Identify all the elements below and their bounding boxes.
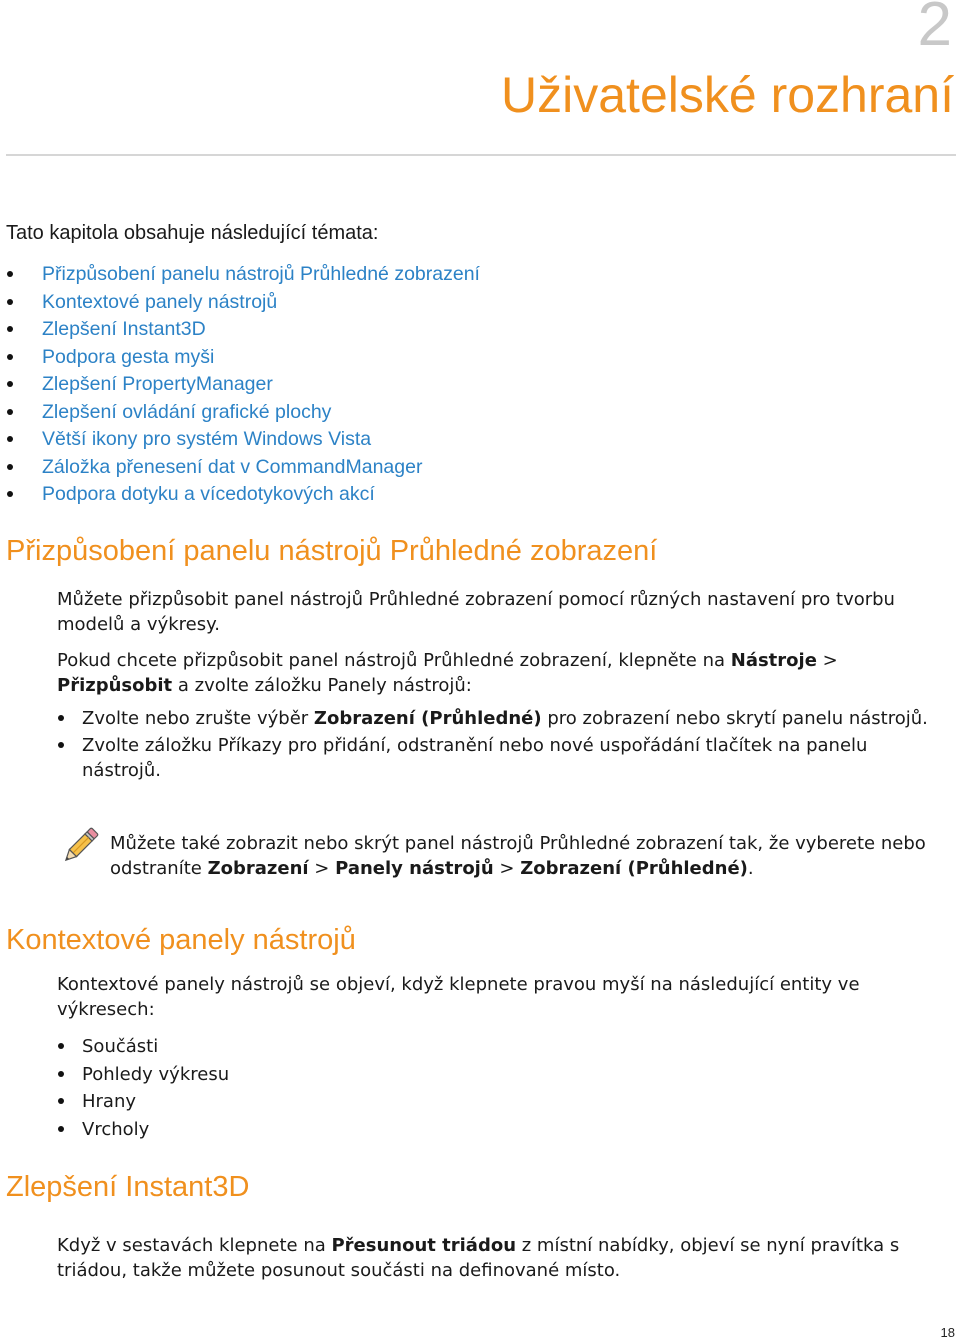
section-heading-context-toolbars: Kontextové panely nástrojů: [6, 924, 356, 956]
intro-text: Tato kapitola obsahuje následující témata:: [6, 222, 379, 244]
page-number: 18: [940, 1325, 955, 1340]
list-item: Hrany: [57, 1089, 952, 1114]
section1-bullets: [57, 706, 952, 785]
pencil-note-icon: [58, 824, 102, 868]
topic-list: [6, 262, 946, 510]
chapter-title: Uživatelské rozhraní: [501, 67, 954, 123]
list-item: Součásti: [57, 1034, 952, 1059]
section2-bullets: [57, 1034, 952, 1142]
section-heading-instant3d: Zlepšení Instant3D: [6, 1171, 250, 1203]
topic-link[interactable]: Zlepšení ovládání grafické plochy: [6, 400, 946, 428]
topic-link[interactable]: Podpora dotyku a vícedotykových akcí: [6, 482, 946, 510]
list-item: Zvolte záložku Příkazy pro přidání, odstranění nebo nové uspořádání tlačítek na panelu nástrojů.: [57, 733, 952, 783]
topic-link[interactable]: Záložka přenesení dat v CommandManager: [6, 455, 946, 483]
list-item: Vrcholy: [57, 1117, 952, 1142]
section3-paragraph: Když v sestavách klepnete na Přesunout triádou z místní nabídky, objeví se nyní pravítka s triádou, takže můžete posunout součásti na definované místo.: [57, 1235, 900, 1281]
header-divider: [6, 154, 956, 156]
list-item: Zvolte nebo zrušte výběr Zobrazení (Průhledné) pro zobrazení nebo skrytí panelu nástrojů.: [57, 706, 952, 731]
list-item: Pohledy výkresu: [57, 1062, 952, 1087]
topic-link[interactable]: Přizpůsobení panelu nástrojů Průhledné zobrazení: [6, 262, 946, 290]
section2-paragraph: Kontextové panely nástrojů se objeví, když klepnete pravou myší na následující entity ve výkresech:: [57, 974, 860, 1020]
topic-link[interactable]: Podpora gesta myši: [6, 345, 946, 373]
topic-link[interactable]: Zlepšení PropertyManager: [6, 372, 946, 400]
topic-link[interactable]: Kontextové panely nástrojů: [6, 290, 946, 318]
topic-link[interactable]: Větší ikony pro systém Windows Vista: [6, 427, 946, 455]
note-text: Můžete také zobrazit nebo skrýt panel nástrojů Průhledné zobrazení tak, že vyberete nebo odstraníte Zobrazení > Panely nástrojů > Zobrazení (Průhledné).: [110, 833, 926, 879]
section1-paragraph: Můžete přizpůsobit panel nástrojů Průhledné zobrazení pomocí různých nastavení pro tvorbu modelů a výkresy.: [57, 589, 895, 635]
section-heading-customize-toolbar: Přizpůsobení panelu nástrojů Průhledné zobrazení: [6, 535, 658, 567]
chapter-number: 2: [917, 0, 952, 59]
topic-link[interactable]: Zlepšení Instant3D: [6, 317, 946, 345]
section1-instructions: Pokud chcete přizpůsobit panel nástrojů Průhledné zobrazení, klepněte na Nástroje > Přizpůsobit a zvolte záložku Panely nástrojů:: [57, 650, 838, 696]
